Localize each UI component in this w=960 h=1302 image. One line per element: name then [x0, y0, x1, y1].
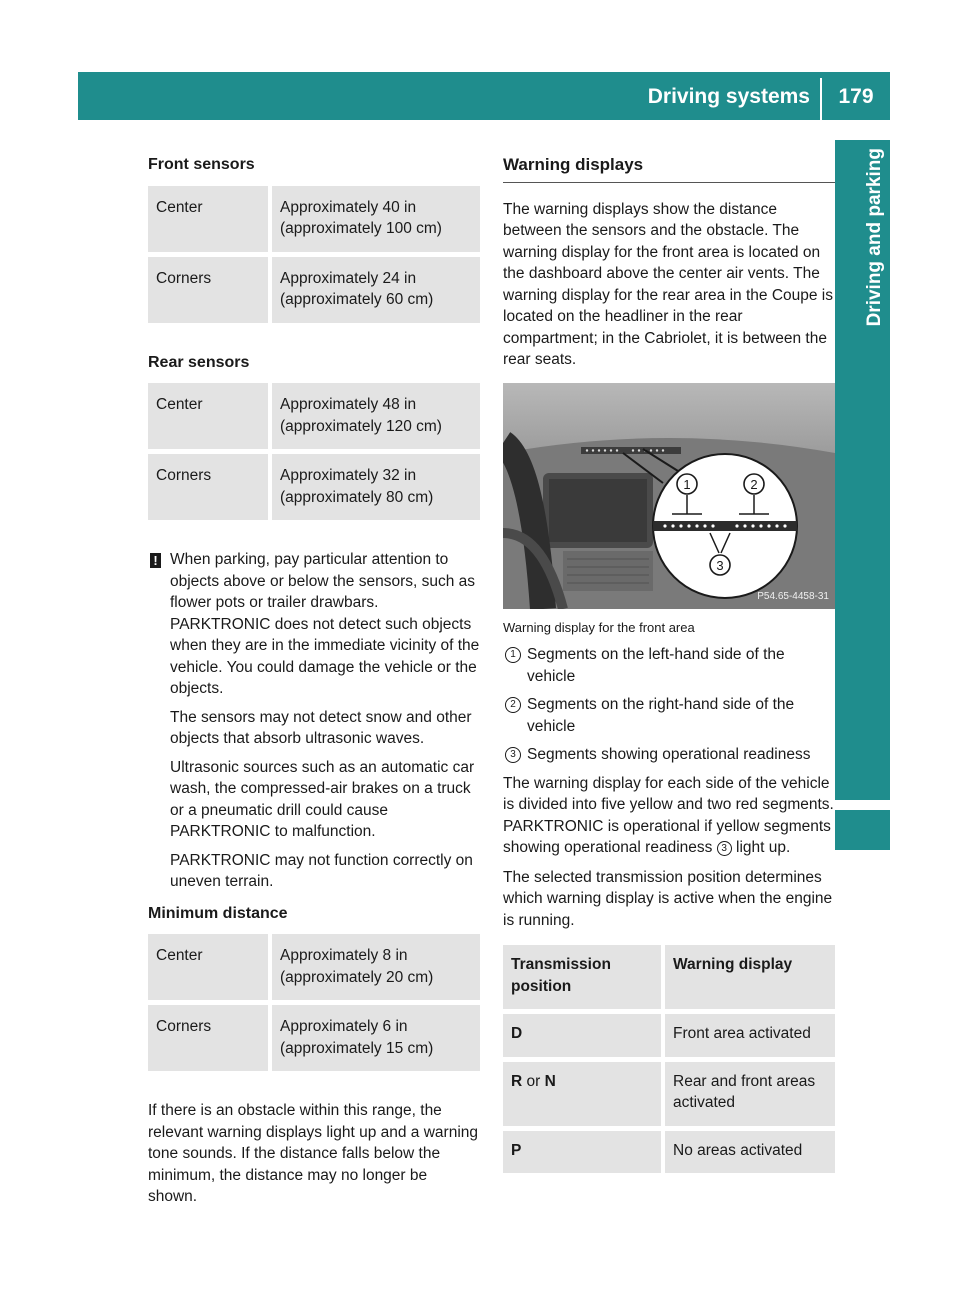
front-sensors-heading: Front sensors	[148, 156, 255, 173]
segments-paragraph: The warning display for each side of the vehicle is divided into five yellow and two red segments. PARKTRONIC is operational if yellow segments showing operational readiness 3 light up.	[503, 774, 834, 856]
closing-paragraph: If there is an obstacle within this range, the relevant warning displays light up and a warning tone sounds. If the distance falls below the minimum, the distance may no longer be shown.	[148, 1102, 479, 1205]
right-column	[503, 154, 835, 1178]
table-row	[503, 1128, 835, 1176]
table-header-row	[503, 945, 835, 1012]
table-cell: Rear and front areas activated	[663, 1059, 835, 1128]
number-2-icon: 2	[505, 697, 521, 713]
table-cell: P	[503, 1128, 663, 1176]
table-row	[148, 383, 480, 452]
exclamation-icon: !	[150, 553, 161, 568]
front-sensors-table	[148, 186, 480, 328]
table-header: Warning display	[663, 945, 835, 1012]
side-tab-label: Driving and parking	[864, 148, 885, 327]
figure-caption: Warning display for the front area	[503, 619, 695, 635]
number-1-icon: 1	[505, 647, 521, 663]
legend-item: 3 Segments showing operational readiness	[503, 744, 835, 766]
transmission-table	[503, 945, 835, 1178]
warning-note	[148, 549, 480, 893]
rear-sensors-heading: Rear sensors	[148, 353, 250, 371]
callout-1-icon	[677, 474, 697, 494]
minimum-distance-table	[148, 934, 480, 1076]
table-cell: Approximately 8 in (approximately 20 cm)	[270, 934, 480, 1003]
table-row	[503, 1012, 835, 1060]
callout-2-icon	[744, 474, 764, 494]
intro-paragraph: The warning displays show the distance between the sensors and the obstacle. The warning display for the front area is located on the dashboard above the center air vents. The warning display for the rear area in the Coupe is located on the headliner in the rear compartment; in the Cabriolet, it is between the rear seats.	[503, 200, 833, 368]
table-cell: Approximately 24 in (approximately 60 cm)	[270, 254, 480, 325]
table-cell: D	[503, 1012, 663, 1060]
note-paragraph: Ultrasonic sources such as an automatic car wash, the compressed-air brakes on a truck or a pneumatic drill could cause PARKTRONIC to malfunction.	[170, 758, 475, 840]
legend-item: 2 Segments on the right-hand side of the vehicle	[503, 694, 835, 737]
table-row	[148, 934, 480, 1003]
table-row	[148, 452, 480, 523]
transmission-paragraph: The selected transmission position determines which warning display is active when the engine is running.	[503, 868, 833, 929]
table-cell: Front area activated	[663, 1012, 835, 1060]
dashboard-illustration	[503, 383, 835, 609]
table-cell: Corners	[148, 254, 270, 325]
left-column	[148, 154, 480, 1216]
table-cell: Approximately 6 in (approximately 15 cm)	[270, 1003, 480, 1074]
table-row	[148, 1003, 480, 1074]
chapter-title: Driving systems	[647, 85, 810, 108]
warning-display-figure	[503, 383, 835, 609]
table-row	[148, 186, 480, 255]
table-cell: Center	[148, 383, 270, 452]
table-cell: Center	[148, 934, 270, 1003]
warning-displays-heading: Warning displays	[503, 154, 835, 183]
table-cell: No areas activated	[663, 1128, 835, 1176]
note-paragraph: PARKTRONIC may not function correctly on uneven terrain.	[170, 851, 473, 890]
minimum-distance-heading: Minimum distance	[148, 904, 288, 922]
table-cell: Corners	[148, 1003, 270, 1074]
table-cell: Corners	[148, 452, 270, 523]
page-header	[78, 72, 890, 120]
table-cell: Approximately 32 in (approximately 80 cm)	[270, 452, 480, 523]
note-paragraph: When parking, pay particular attention to objects above or below the sensors, such as flower pots or trailer drawbars. PARKTRONIC does not detect such objects when they are in the immediate vicinity of the vehicle. You could damage the vehicle or the objects.	[170, 551, 480, 697]
callout-3-icon	[710, 555, 730, 575]
table-cell: Approximately 40 in (approximately 100 cm)	[270, 186, 480, 255]
svg-text:3: 3	[716, 557, 724, 573]
page-number: 179	[838, 85, 874, 108]
side-marker	[835, 810, 890, 850]
svg-text:2: 2	[750, 476, 758, 492]
note-paragraph: The sensors may not detect snow and other objects that absorb ultrasonic waves.	[170, 708, 472, 747]
rear-sensors-table	[148, 383, 480, 525]
legend-item: 1 Segments on the left-hand side of the vehicle	[503, 644, 835, 687]
table-cell: R or N	[503, 1059, 663, 1128]
table-row	[148, 254, 480, 325]
section-side-tab	[835, 140, 890, 800]
number-3-icon: 3	[717, 841, 732, 856]
svg-text:1: 1	[683, 476, 691, 492]
table-row	[503, 1059, 835, 1128]
figure-code: P54.65-4458-31	[757, 590, 829, 602]
table-cell: Approximately 48 in (approximately 120 cm)	[270, 383, 480, 452]
number-3-icon: 3	[505, 747, 521, 763]
table-cell: Center	[148, 186, 270, 255]
table-header: Transmission position	[503, 945, 663, 1012]
